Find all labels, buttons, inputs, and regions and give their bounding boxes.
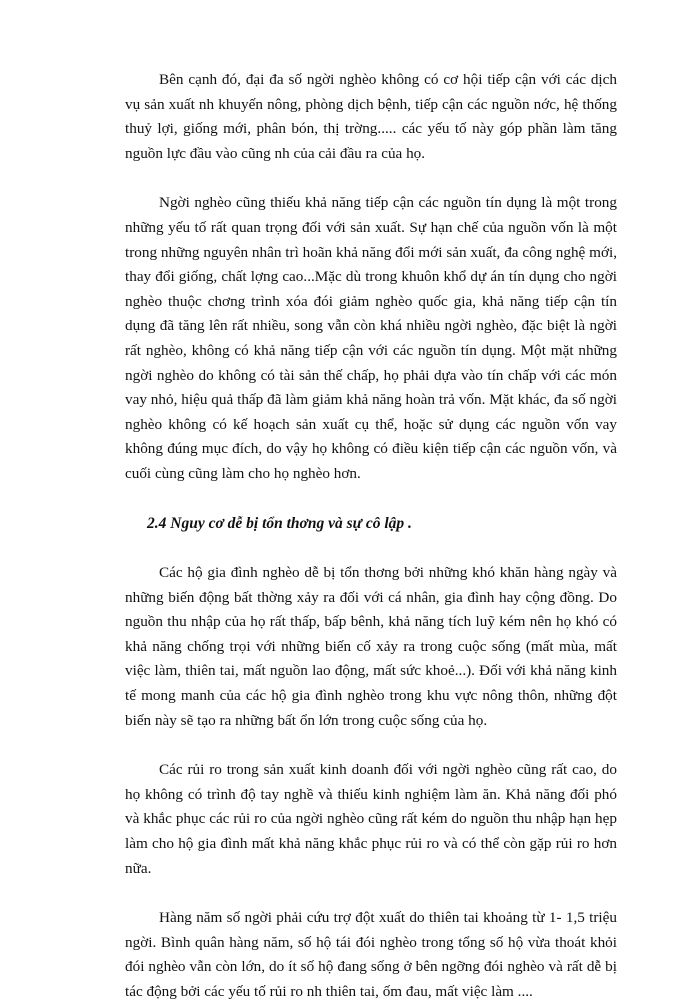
paragraph-access-services: Bên cạnh đó, đại đa số ngời nghèo không có cơ hội tiếp cận với các dịch vụ sản xuất nh khuyến nông, phòng dịch bệnh, tiếp cận các nguồn nớc, hệ thống thuỷ lợi, giống mới, phân bón, thị trờng..... các yếu tố này góp phần làm tăng nguồn lực đầu vào cũng nh của cải đầu ra của họ. (125, 71, 617, 162)
document-body (125, 68, 617, 1005)
paragraph-vulnerability: Các hộ gia đình nghèo dễ bị tổn thơng bởi những khó khăn hàng ngày và những biến động bất thờng xảy ra đối với cá nhân, gia đình hay cộng đồng. Do nguồn thu nhập của họ rất thấp, bấp bênh, khả năng tích luỹ kém nên họ khó có khả năng chống trọi với những biến cố xảy ra trong cuộc sống (mất mùa, mất việc làm, thiên tai, mất nguồn lao động, mất sức khoẻ...). Đối với khả năng kinh tế mong manh của các hộ gia đình nghèo trong khu vực nông thôn, những đột biến này sẽ tạo ra những bất ổn lớn trong cuộc sống của họ. (125, 564, 617, 729)
section-heading: 2.4 Nguy cơ dễ bị tổn thơng và sự cô lập . (147, 514, 412, 532)
paragraph-access-credit: Ngời nghèo cũng thiếu khả năng tiếp cận các nguồn tín dụng là một trong những yếu tố rất quan trọng đối với sản xuất. Sự hạn chế của nguồn vốn là một trong những nguyên nhân trì hoãn khả năng đổi mới sản xuất, đa công nghệ mới, thay đổi giống, chất lợng cao...Mặc dù trong khuôn khổ dự án tín dụng cho ngời nghèo thuộc chơng trình xóa đói giảm nghèo quốc gia, khả năng tiếp cận tín dụng đã tăng lên rất nhiều, song vẫn còn khá nhiều ngời nghèo, đặc biệt là ngời rất nghèo, không có khả năng tiếp cận với các nguồn tín dụng. Một mặt những ngời nghèo do không có tài sản thế chấp, họ phải dựa vào tín chấp với các món vay nhỏ, hiệu quả thấp đã làm giảm khả năng hoàn trả vốn. Mặt khác, đa số ngời nghèo không có kế hoạch sản xuất cụ thể, hoặc sử dụng các nguồn vốn vay không đúng mục đích, do vậy họ không có điều kiện tiếp cận các nguồn vốn, và cuối cùng cũng làm cho họ nghèo hơn. (125, 194, 617, 482)
paragraph-disaster-relief: Hàng năm số ngời phải cứu trợ đột xuất do thiên tai khoảng từ 1- 1,5 triệu ngời. Bình quân hàng năm, số hộ tái đói nghèo trong tổng số hộ vừa thoát khỏi đói nghèo vẫn còn lớn, do ít số hộ đang sống ở bên ngỡng đói nghèo và rất dễ bị tác động bởi các yếu tố rủi ro nh thiên tai, ốm đau, mất việc làm .... (125, 909, 617, 1000)
paragraph-business-risk: Các rủi ro trong sản xuất kinh doanh đối với ngời nghèo cũng rất cao, do họ không có trình độ tay nghề và thiếu kinh nghiệm làm ăn. Khả năng đối phó và khắc phục các rủi ro của ngời nghèo cũng rất kém do nguồn thu nhập hạn hẹp làm cho hộ gia đình mất khả năng khắc phục rủi ro và có thể còn gặp rủi ro hơn nữa. (125, 761, 617, 877)
